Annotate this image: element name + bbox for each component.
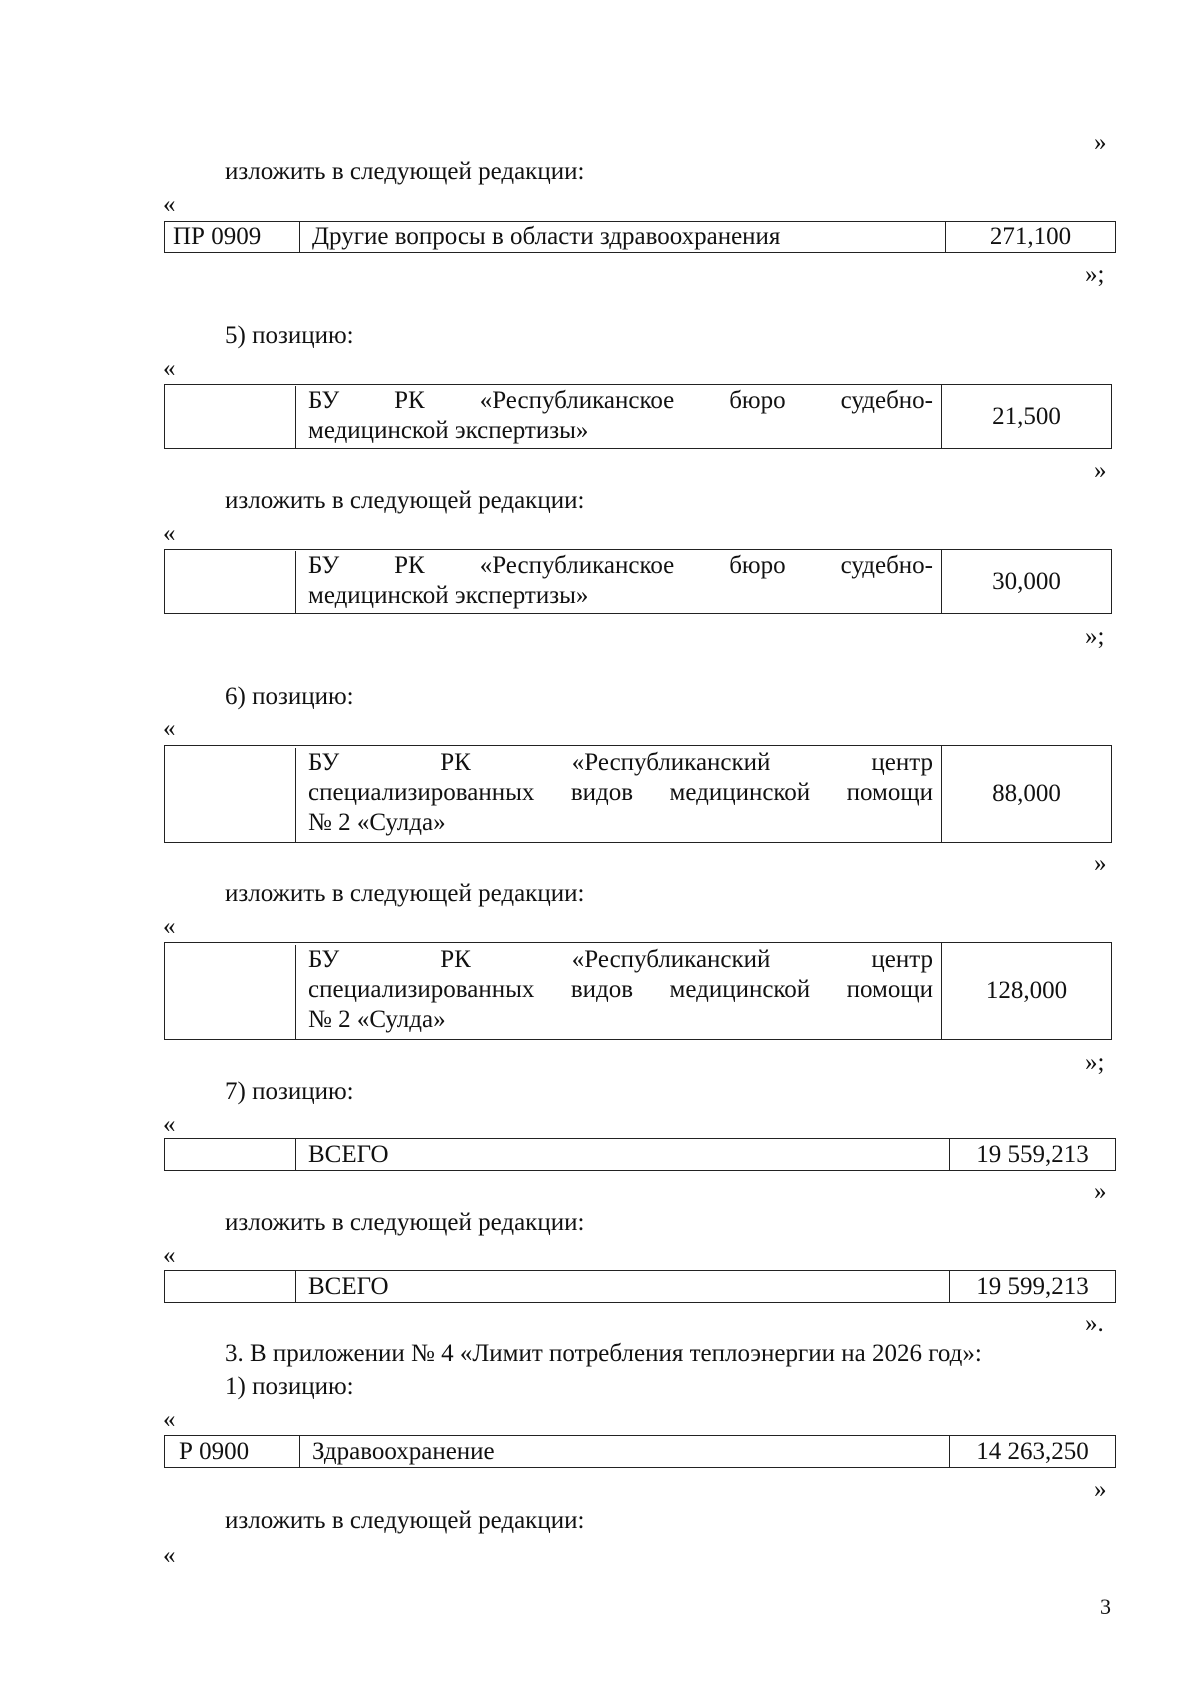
row-value: 14 263,250 (949, 1436, 1115, 1467)
open-quote: « (163, 913, 176, 940)
row-name (295, 551, 941, 613)
name-line-2: специализированных видов медицинской помощи (308, 976, 934, 1003)
edit-instruction: изложить в следующей редакции: (225, 880, 585, 907)
edit-instruction: изложить в следующей редакции: (225, 1507, 585, 1534)
name-line-2: медицинской экспертизы» (308, 417, 589, 444)
table-row-total-new (164, 1270, 1116, 1303)
name-line-2: специализированных видов медицинской помощи (308, 779, 934, 806)
close-quote: » (1094, 850, 1107, 877)
item-6-label: 6) позицию: (225, 683, 354, 710)
close-quote-semicolon: »; (1085, 623, 1105, 650)
table-row-bureau-new (164, 549, 1112, 614)
table-row-bureau-old (164, 384, 1112, 449)
row-code: Р 0900 (179, 1437, 250, 1465)
row-code: ПР 0909 (173, 223, 262, 250)
empty-cell (165, 1139, 295, 1170)
open-quote: « (163, 1542, 176, 1569)
row-name (295, 945, 941, 1039)
name-line-1: БУ РК «Республиканский центр (308, 946, 934, 973)
row-name (295, 748, 941, 842)
close-quote: » (1094, 1476, 1107, 1503)
table-row-center-old (164, 745, 1112, 843)
empty-cell (165, 385, 295, 448)
name-line-3: № 2 «Сулда» (308, 809, 446, 836)
row-value: 271,100 (945, 222, 1115, 252)
name-line-2: медицинской экспертизы» (308, 582, 589, 609)
close-quote-semicolon: »; (1085, 261, 1105, 288)
section-3-heading: 3. В приложении № 4 «Лимит потребления теплоэнергии на 2026 год»: (225, 1340, 982, 1367)
page-number: 3 (1100, 1594, 1111, 1619)
empty-cell (165, 746, 295, 842)
row-value: 88,000 (941, 746, 1111, 842)
close-quote: » (1094, 129, 1107, 156)
row-value: 19 599,213 (949, 1271, 1115, 1302)
row-name: ВСЕГО (295, 1139, 949, 1170)
row-name (295, 386, 941, 448)
section-3-item-1-label: 1) позицию: (225, 1373, 354, 1400)
name-line-1: БУ РК «Республиканский центр (308, 749, 934, 776)
close-quote-period: ». (1085, 1310, 1104, 1337)
row-name: Здравоохранение (299, 1436, 949, 1467)
open-quote: « (163, 1406, 176, 1433)
close-quote: » (1094, 457, 1107, 484)
item-7-label: 7) позицию: (225, 1078, 354, 1105)
row-value: 19 559,213 (949, 1139, 1115, 1170)
edit-instruction: изложить в следующей редакции: (225, 487, 585, 514)
open-quote: « (163, 355, 176, 382)
edit-instruction: изложить в следующей редакции: (225, 1209, 585, 1236)
row-name: ВСЕГО (295, 1271, 949, 1302)
table-row-other-health-questions (164, 221, 1116, 253)
open-quote: « (163, 191, 176, 218)
empty-cell (165, 550, 295, 613)
close-quote: » (1094, 1178, 1107, 1205)
name-line-1: БУ РК «Республиканское бюро судебно- (308, 552, 934, 579)
empty-cell (165, 943, 295, 1039)
row-value: 30,000 (941, 550, 1111, 613)
open-quote: « (163, 1242, 176, 1269)
empty-cell (165, 1271, 295, 1302)
close-quote-semicolon: »; (1085, 1049, 1105, 1076)
table-row-center-new (164, 942, 1112, 1040)
table-row-total-old (164, 1138, 1116, 1171)
row-name: Другие вопросы в области здравоохранения (299, 222, 945, 252)
open-quote: « (163, 1111, 176, 1138)
row-value: 128,000 (941, 943, 1111, 1039)
open-quote: « (163, 520, 176, 547)
name-line-1: БУ РК «Республиканское бюро судебно- (308, 387, 934, 414)
table-row-healthcare (164, 1435, 1116, 1468)
name-line-3: № 2 «Сулда» (308, 1006, 446, 1033)
open-quote: « (163, 715, 176, 742)
edit-instruction: изложить в следующей редакции: (225, 158, 585, 185)
item-5-label: 5) позицию: (225, 322, 354, 349)
row-value: 21,500 (941, 385, 1111, 448)
